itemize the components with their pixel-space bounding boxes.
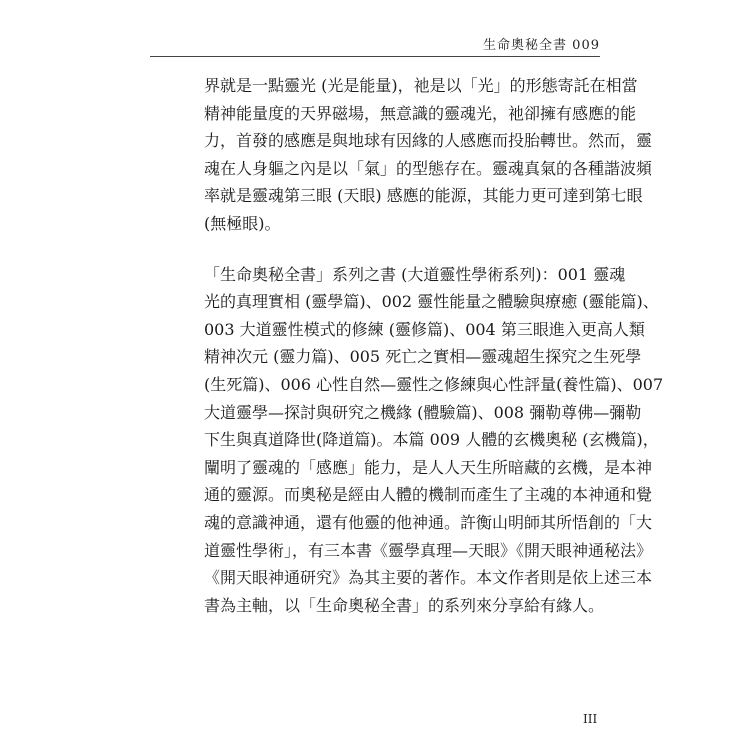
text-line: 力，首發的感應是與地球有因緣的人感應而投胎轉世。然而，靈 xyxy=(204,131,653,151)
text-line: 書為主軸，以「生命奧秘全書」的系列來分享給有緣人。 xyxy=(204,595,605,615)
text-line: 精神次元 (靈力篇)、005 死亡之實相—靈魂超生探究之生死學 xyxy=(204,347,642,367)
text-line: 精神能量度的天界磁場，無意識的靈魂光，祂卻擁有感應的能 xyxy=(204,103,637,123)
text-line: 下生與真道降世(降道篇)。本篇 009 人體的玄機奧秘 (玄機篇)， xyxy=(204,430,659,450)
text-line: 《開天眼神通研究》為其主要的著作。本文作者則是依上述三本 xyxy=(204,568,653,588)
text-line: 率就是靈魂第三眼 (天眼) 感應的能源，其能力更可達到第七眼 xyxy=(204,186,643,206)
paragraph-1 xyxy=(204,72,653,238)
paragraph-gap xyxy=(204,238,604,261)
text-line: 光的真理實相 (靈學篇)、002 靈性能量之體驗與療癒 (靈能篇)、 xyxy=(204,292,659,312)
paragraph-2 xyxy=(204,261,664,620)
text-line: 魂在人身軀之內是以「氣」的型態存在。靈魂真氣的各種諧波頻 xyxy=(204,158,653,178)
body-text xyxy=(204,72,664,619)
text-line: (生死篇)、006 心性自然—靈性之修練與心性評量(養性篇)、007 xyxy=(204,374,664,394)
header-rule xyxy=(150,56,600,57)
text-line: 大道靈學—探討與研究之機緣 (體驗篇)、008 彌勒尊佛—彌勒 xyxy=(204,402,642,422)
text-line: 闡明了靈魂的「感應」能力，是人人天生所暗藏的玄機，是本神 xyxy=(204,457,653,477)
text-line: 003 大道靈性模式的修練 (靈修篇)、004 第三眼進入更高人類 xyxy=(204,319,645,339)
text-line: (無極眼)。 xyxy=(204,213,281,233)
text-line: 道靈性學術」，有三本書《靈學真理—天眼》《開天眼神通秘法》 xyxy=(204,540,653,560)
text-line: 魂的意識神通，還有他靈的他神通。許衡山明師其所悟創的「大 xyxy=(204,512,653,532)
text-line: 界就是一點靈光 (光是能量)，祂是以「光」的形態寄託在相當 xyxy=(204,76,638,95)
running-header: 生命奧秘全書 009 xyxy=(483,38,600,53)
page-number: III xyxy=(583,712,598,726)
text-line: 「生命奧秘全書」系列之書 (大道靈性學術系列)：001 靈魂 xyxy=(204,264,626,284)
text-line: 通的靈源。而奧秘是經由人體的機制而產生了主魂的本神通和覺 xyxy=(204,485,653,505)
